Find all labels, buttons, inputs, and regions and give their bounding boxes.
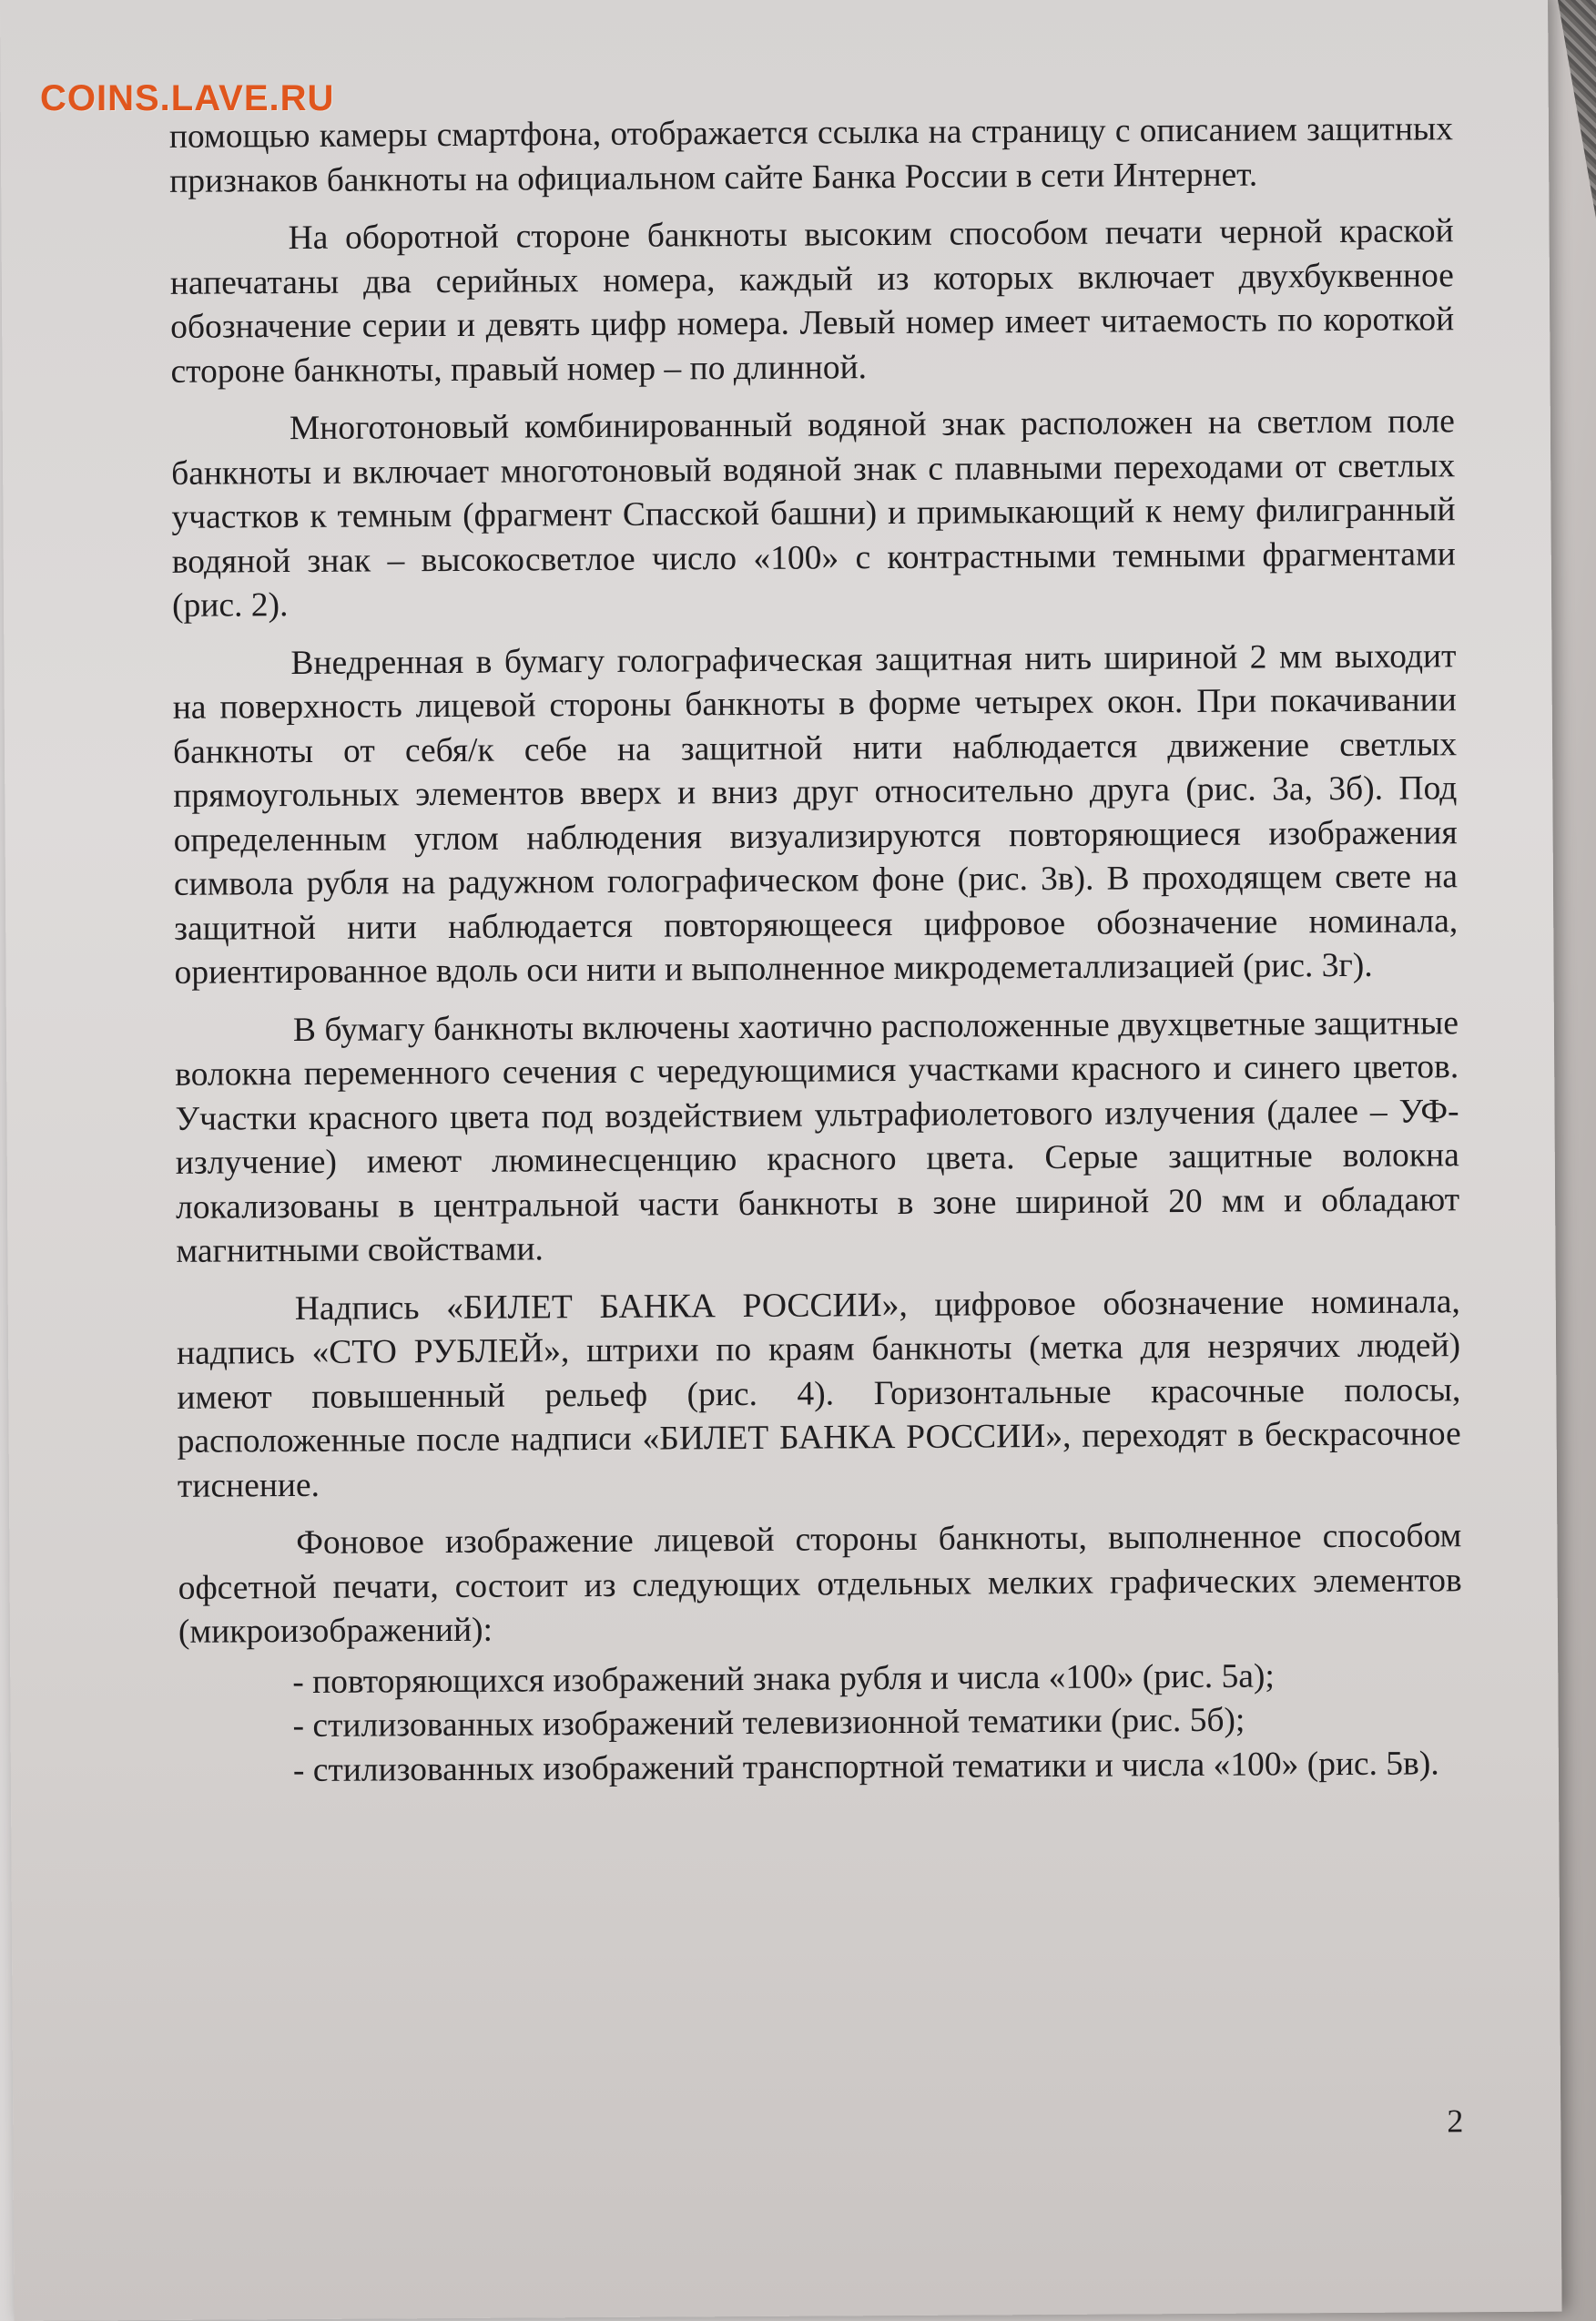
paragraph-6: Надпись «БИЛЕТ БАНКА РОССИИ», цифровое обозначение номинала, надпись «СТО РУБЛЕЙ», штрихи по краям банкноты (метка для незрячих людей) имеют повышенный рельеф (рис. 4). Горизонтальные красочные полосы, расположенные после надписи «БИЛЕТ БАНКА РОССИИ», переходят в бескрасочное тиснение. [176,1282,1461,1505]
paragraph-1: помощью камеры смартфона, отображается ссылка на страницу с описанием защитных признаков банкноты на официальном сайте Банка России в сети Интернет. [168,110,1454,200]
list-item: - стилизованных изображений транспортной тематики и числа «100» (рис. 5в). [292,1744,1439,1789]
page-number: 2 [1447,2102,1464,2140]
paragraph-3: Многотоновый комбинированный водяной знак расположен на светлом поле банкноты и включает многотоновый водяной знак с плавными переходами от светлых участков к темным (фрагмент Спасской башни) и примыкающий к нему филигранный водяной знак – высокосветлое число «100» с контрастными темными фрагментами (рис. 2). [171,402,1456,625]
paragraph-4: Внедренная в бумагу голографическая защитная нить шириной 2 мм выходит на поверхность лицевой стороны банкноты в форме четырех окон. При покачивании банкноты от себя/к себе на защитной нити наблюдается движение светлых прямоугольных элементов вверх и вниз друг относительно друга (рис. 3а, 3б). Под определенным углом наблюдения визуализируются повторяющиеся изображения символа рубля на радужном голографическом фоне (рис. 3в). В проходящем свете на защитной нити наблюдается повторяющееся цифровое обозначение номинала, ориентированное вдоль оси нити и выполненное микродеметаллизацией (рис. 3г). [172,636,1459,992]
microimage-list [292,1654,1463,1793]
list-item: - стилизованных изображений телевизионной тематики (рис. 5б); [292,1701,1245,1746]
site-watermark: COINS.LAVE.RU [40,78,335,118]
paragraph-5: В бумагу банкноты включены хаотично расположенные двухцветные защитные волокна переменного сечения с чередующимися участками красного и синего цветов. Участки красного цвета под воздействием ультрафиолетового излучения (далее – УФ-излучение) имеют люминесценцию красного цвета. Серые защитные волокна локализованы в центральной части банкноты в зоне шириной 20 мм и обладают магнитными свойствами. [175,1003,1460,1270]
list-item: - повторяющихся изображений знака рубля и числа «100» (рис. 5а); [292,1656,1275,1701]
document-body [169,107,1463,1794]
paragraph-7: Фоновое изображение лицевой стороны банкноты, выполненное способом офсетной печати, состоит из следующих отдельных мелких графических элементов (микроизображений): [178,1517,1462,1651]
paragraph-2: На оборотной стороне банкноты высоким способом печати черной краской напечатаны два серийных номера, каждый из которых включает двухбуквенное обозначение серии и девять цифр номера. Левый номер имеет читаемость по короткой стороне банкноты, правый номер – по длинной. [169,212,1455,391]
